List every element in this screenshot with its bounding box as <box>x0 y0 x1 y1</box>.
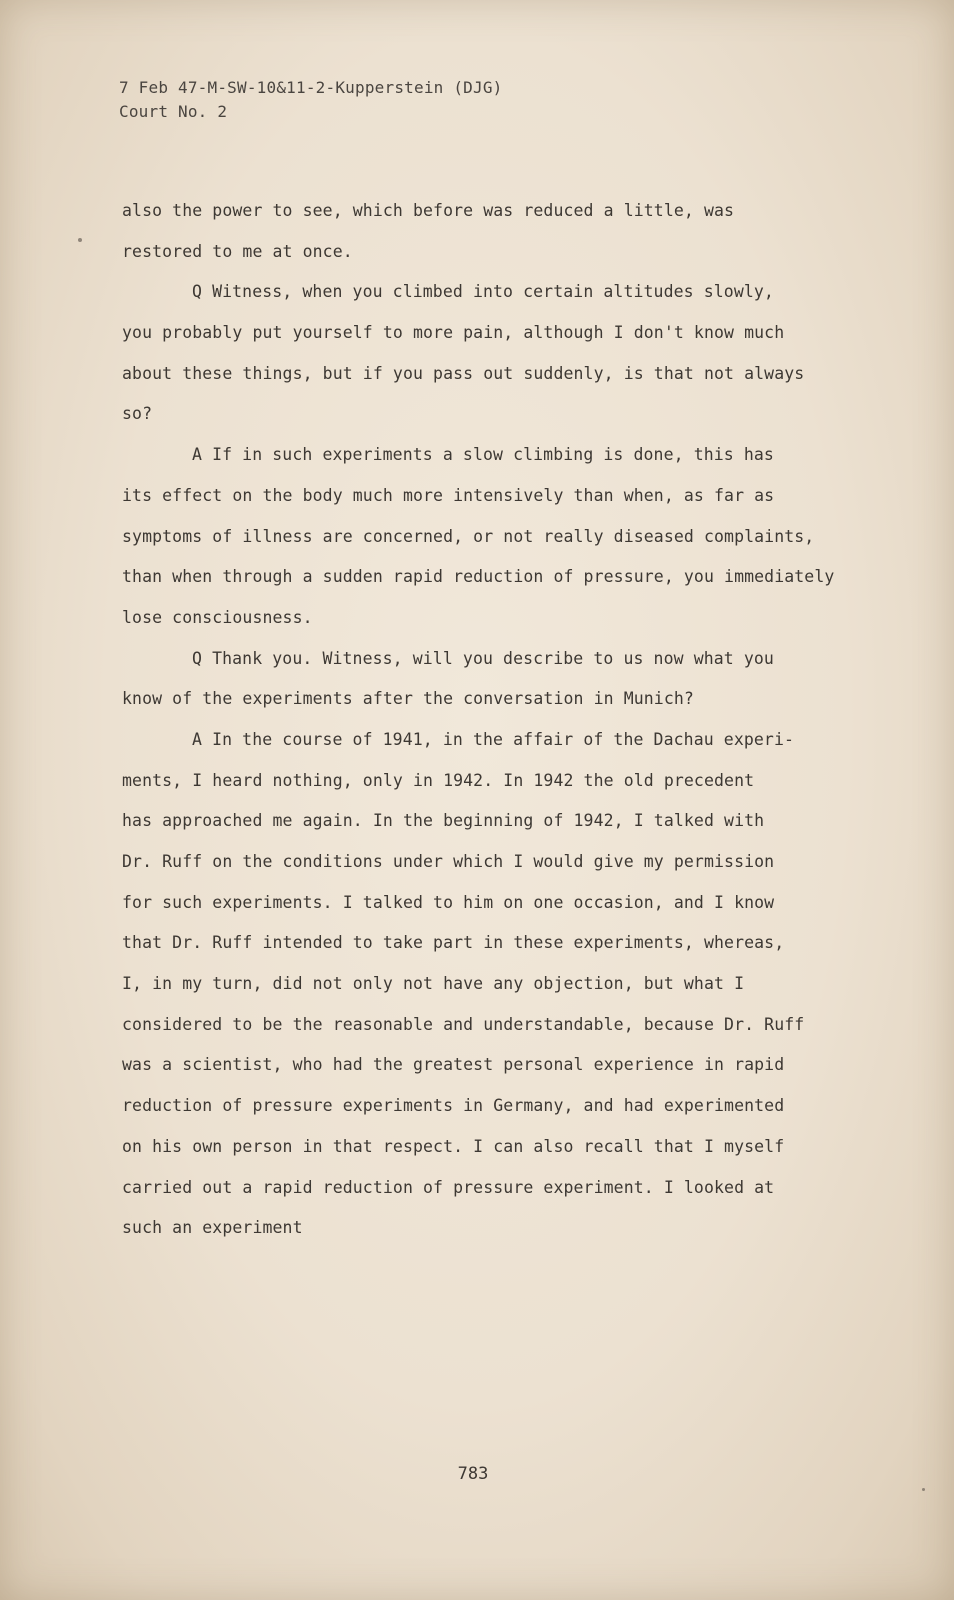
text-line: considered to be the reasonable and understandable, because Dr. Ruff <box>122 1014 805 1034</box>
answer-line: A If in such experiments a slow climbing is done, this has <box>192 445 774 465</box>
text-line: its effect on the body much more intensively than when, as far as <box>122 485 775 505</box>
text-line: such an experiment <box>122 1218 303 1238</box>
document-header <box>119 76 502 124</box>
text-line: ments, I heard nothing, only in 1942. In 1942 the old precedent <box>122 770 755 790</box>
question-line: Q Thank you. Witness, will you describe to us now what you <box>192 648 774 668</box>
text-line: for such experiments. I talked to him on one occasion, and I know <box>122 892 775 912</box>
paper-speck <box>922 1488 925 1491</box>
transcript-body <box>122 196 862 1254</box>
text-line: about these things, but if you pass out suddenly, is that not always <box>122 363 805 383</box>
text-line: symptoms of illness are concerned, or not really diseased complaints, <box>122 526 815 546</box>
paper-speck <box>78 238 82 242</box>
header-court: Court No. 2 <box>119 102 228 121</box>
text-line: carried out a rapid reduction of pressure experiment. I looked at <box>122 1177 775 1197</box>
header-reference: 7 Feb 47-M-SW-10&11-2-Kupperstein (DJG) <box>119 78 503 97</box>
text-line: so? <box>122 404 153 424</box>
text-line: than when through a sudden rapid reduction of pressure, you immediately <box>122 567 835 587</box>
text-line: on his own person in that respect. I can also recall that I myself <box>122 1136 785 1156</box>
text-line: you probably put yourself to more pain, although I don't know much <box>122 323 785 343</box>
text-line: reduction of pressure experiments in Germany, and had experimented <box>122 1096 785 1116</box>
text-line: also the power to see, which before was reduced a little, was <box>122 201 735 220</box>
question-line: Q Witness, when you climbed into certain altitudes slowly, <box>192 282 774 302</box>
answer-line: A In the course of 1941, in the affair of the Dachau experi- <box>192 729 795 749</box>
page-number: 783 <box>457 1464 489 1484</box>
text-line: lose consciousness. <box>122 607 313 627</box>
text-line: has approached me again. In the beginning of 1942, I talked with <box>122 811 765 831</box>
text-line: that Dr. Ruff intended to take part in these experiments, whereas, <box>122 933 785 953</box>
text-line: was a scientist, who had the greatest personal experience in rapid <box>122 1055 785 1075</box>
text-line: I, in my turn, did not only not have any objection, but what I <box>122 974 745 994</box>
text-line: Dr. Ruff on the conditions under which I would give my permission <box>122 852 775 871</box>
text-line: restored to me at once. <box>122 241 353 261</box>
text-line: know of the experiments after the conversation in Munich? <box>122 689 694 709</box>
